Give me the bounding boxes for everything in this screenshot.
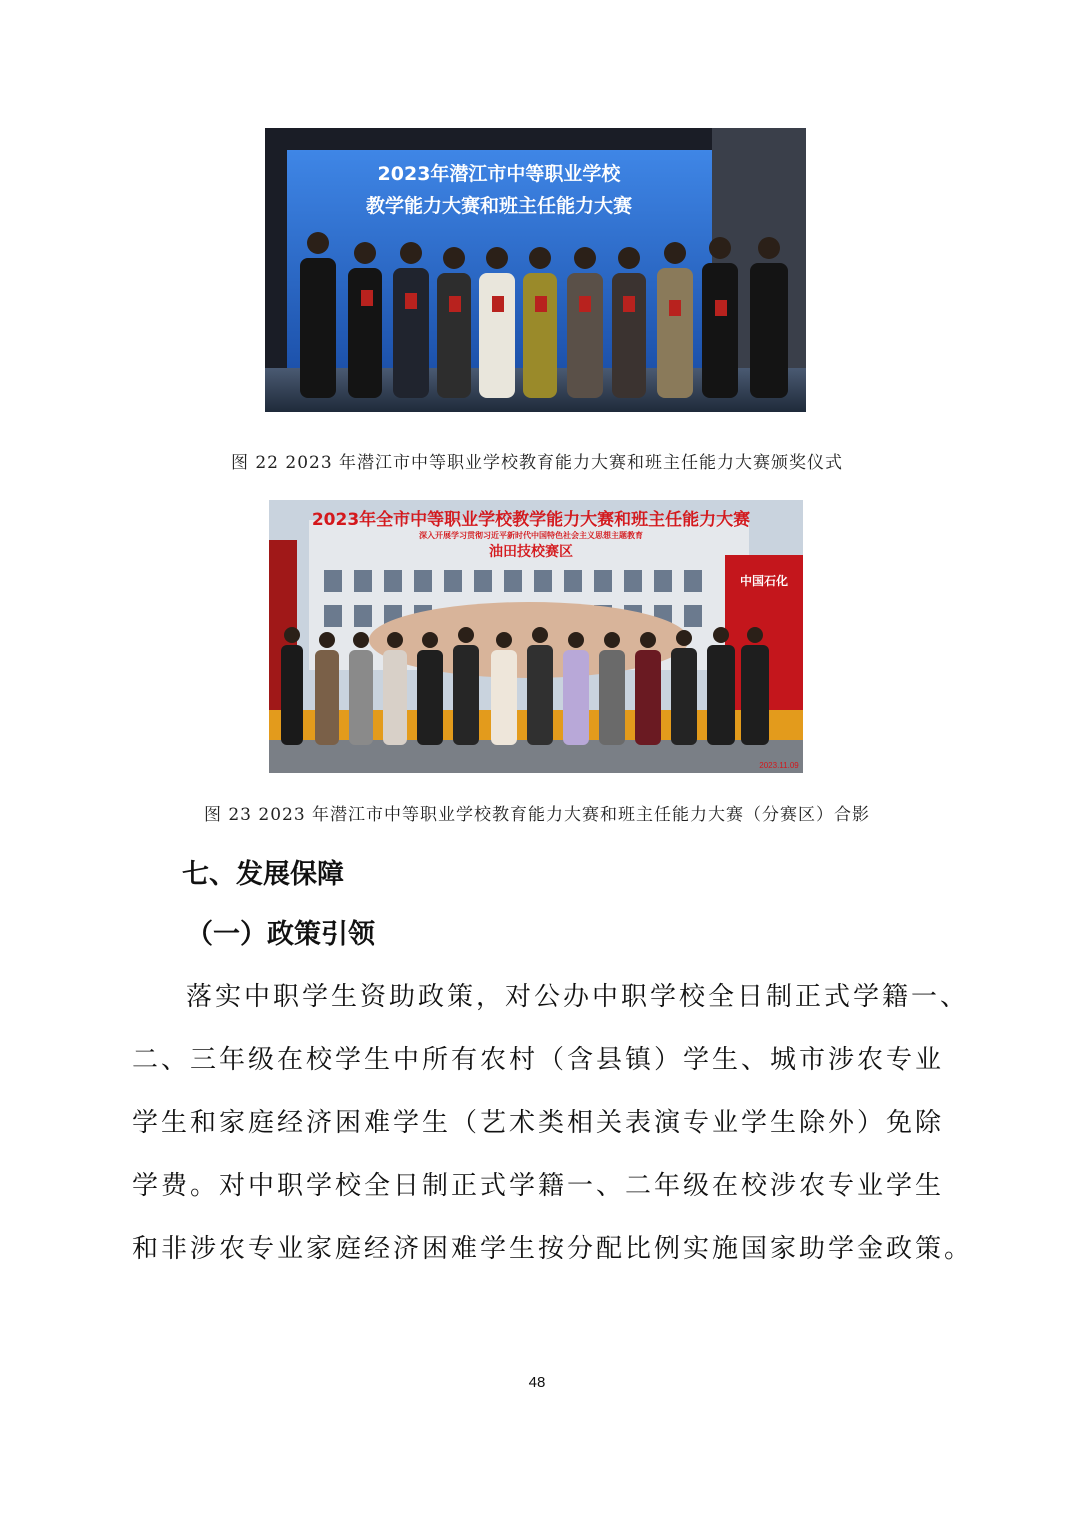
page-number: 48 (528, 1374, 546, 1391)
group-photo (269, 500, 803, 773)
banner-line3: 油田技校赛区 (489, 544, 573, 560)
section-heading: 七、发展保障 (182, 859, 344, 890)
section-subheading: （一）政策引领 (186, 919, 375, 950)
paragraph-line-5: 和非涉农专业家庭经济困难学生按分配比例实施国家助学金政策。 (132, 1234, 974, 1264)
figure-23-caption: 图 23 2023 年潜江市中等职业学校教育能力大赛和班主任能力大赛（分赛区）合影 (203, 805, 871, 825)
figure-22-caption: 图 22 2023 年潜江市中等职业学校教育能力大赛和班主任能力大赛颁奖仪式 (230, 453, 844, 473)
banner-line2: 深入开展学习贯彻习近平新时代中国特色社会主义思想主题教育 (419, 531, 643, 540)
award-ceremony-photo (265, 128, 806, 412)
paragraph-line-4: 学费。对中职学校全日制正式学籍一、二年级在校涉农专业学生 (132, 1171, 945, 1201)
sign-text: 中国石化 (739, 574, 789, 588)
date-stamp: 2023.11.09 (759, 761, 799, 770)
paragraph-line-3: 学生和家庭经济困难学生（艺术类相关表演专业学生除外）免除 (132, 1108, 945, 1138)
paragraph-line-1: 落实中职学生资助政策，对公办中职学校全日制正式学籍一、 (186, 982, 970, 1012)
paragraph-line-2: 二、三年级在校学生中所有农村（含县镇）学生、城市涉农专业 (132, 1045, 945, 1075)
screen-title-line1: 2023年潜江市中等职业学校 (377, 163, 621, 185)
banner-line1: 2023年全市中等职业学校教学能力大赛和班主任能力大赛 (311, 510, 751, 530)
screen-title-line2: 教学能力大赛和班主任能力大赛 (365, 195, 633, 217)
